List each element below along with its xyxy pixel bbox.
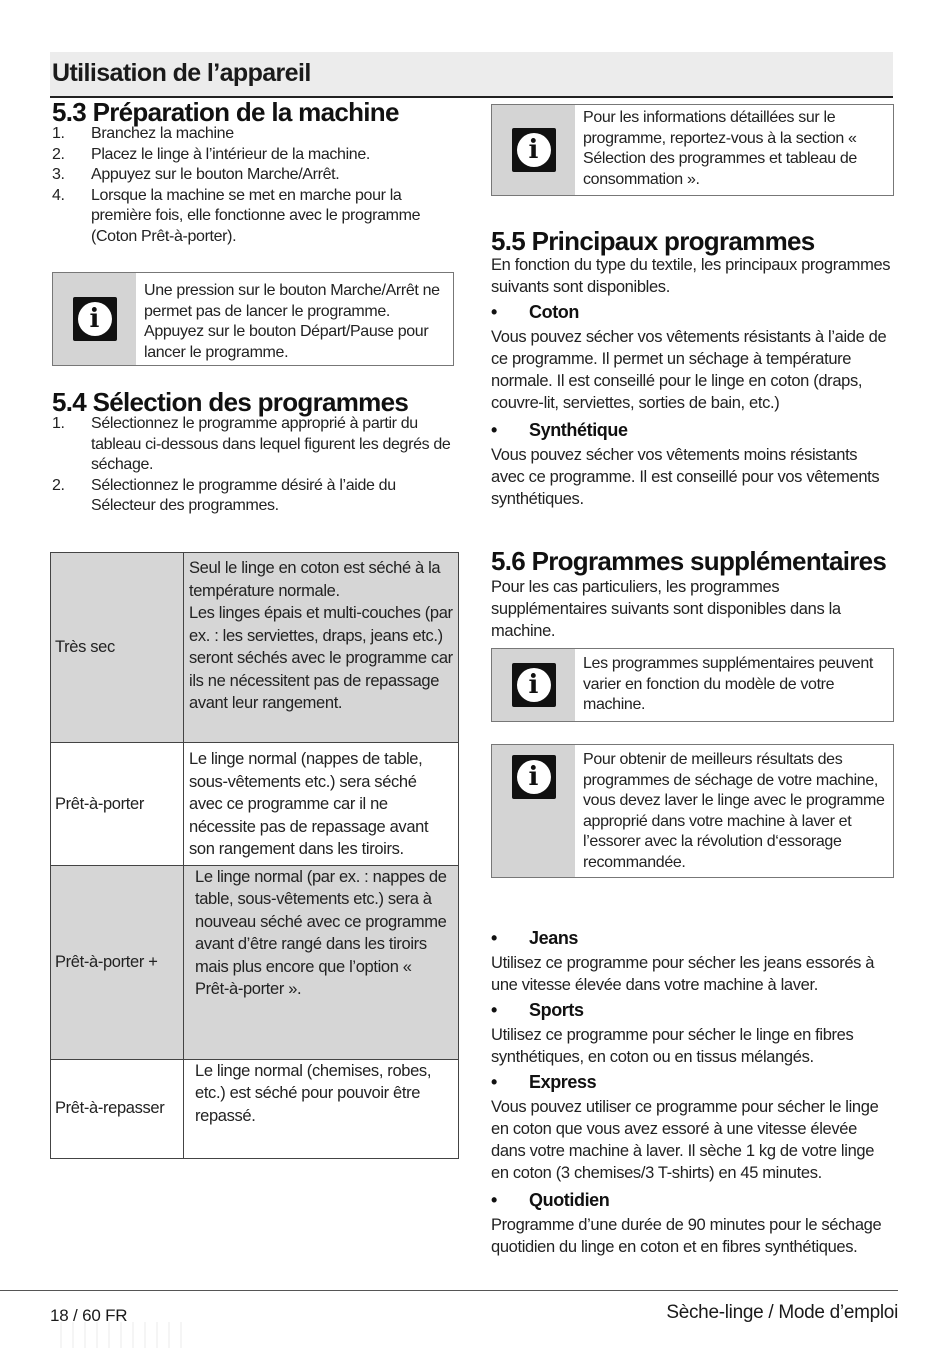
info-icon-glyph: i xyxy=(517,760,551,794)
program-heading-label: Jeans xyxy=(529,928,579,948)
info-icon-glyph: i xyxy=(517,133,551,167)
step-item xyxy=(52,414,457,476)
section-5-3-steps xyxy=(52,124,452,247)
section-5-4-title: 5.4 Sélection des programmes xyxy=(52,387,409,417)
program-text-express: Vous pouvez utiliser ce programme pour sécher le linge en coton que vous avez essoré à une vitesse élevée dans votre machine à laver. Il sèche 1 kg de votre linge en coton (3 chemises/3 T-shirts) en 45 minutes. xyxy=(491,1098,879,1182)
program-description: Le linge normal (chemises, robes, etc.) est séché pour pouvoir être repassé. xyxy=(184,1059,459,1158)
program-text-sports: Utilisez ce programme pour sécher le linge en fibres synthétiques, en coton ou en tissus mélangés. xyxy=(491,1026,854,1066)
program-text-coton: Vous pouvez sécher vos vêtements résistants à l’aide de ce programme. Il permet un séchage à température normale. Il est conseillé pour le linge en coton (draps, couvre-lit, serviettes, sorties de bain, etc.) xyxy=(491,328,887,412)
info-icon-cell xyxy=(492,105,575,195)
program-text-synthetique: Vous pouvez sécher vos vêtements moins résistants avec ce programme. Il est conseillé pour vos vêtements synthétiques. xyxy=(491,446,880,508)
program-heading-sports xyxy=(491,1000,691,1024)
section-5-4-steps xyxy=(52,414,457,517)
program-heading-label: Quotidien xyxy=(529,1190,610,1210)
info-box-best-results xyxy=(491,744,894,878)
program-heading-label: Coton xyxy=(529,302,579,322)
program-description: Seul le linge en coton est séché à la température normale. Les linges épais et multi-couches (par ex. : les serviettes, draps, jeans etc.) seront séchés avec le programme car ils ne nécessitent pas de repassage avant leur rangement. xyxy=(184,553,459,743)
program-text-jeans: Utilisez ce programme pour sécher les jeans essorés à une vitesse élevée dans votre machine à laver. xyxy=(491,954,875,994)
step-number: 4. xyxy=(52,186,65,204)
section-5-3-title: 5.3 Préparation de la machine xyxy=(52,97,399,127)
program-name: Prêt-à-porter xyxy=(51,743,184,866)
program-heading-express xyxy=(491,1072,691,1096)
step-text: Lorsque la machine se met en marche pour la première fois, elle fonctionne avec le programme (Coton Prêt-à-porter). xyxy=(91,186,421,245)
table-row xyxy=(51,743,459,866)
page-header-title: Utilisation de l’appareil xyxy=(52,59,311,87)
step-text: Sélectionnez le programme approprié à partir du tableau ci-dessous dans lequel figurent les degrés de séchage. xyxy=(91,415,451,473)
bullet-icon: • xyxy=(491,1072,497,1092)
table-row xyxy=(51,1059,459,1158)
info-text: Une pression sur le bouton Marche/Arrêt ne permet pas de lancer le programme. Appuyez sur le bouton Départ/Pause pour lancer le programme. xyxy=(144,282,440,361)
step-item xyxy=(52,186,452,248)
table-row xyxy=(51,553,459,743)
program-heading-synthetique xyxy=(491,420,691,444)
step-number: 1. xyxy=(52,125,65,142)
program-heading-coton xyxy=(491,302,691,326)
program-heading-label: Sports xyxy=(529,1000,584,1020)
step-text: Appuyez sur le bouton Marche/Arrêt. xyxy=(91,166,340,183)
program-description: Le linge normal (nappes de table, sous-vêtements etc.) sera séché avec ce programme car il ne nécessite pas de repassage avant son rangement dans les tiroirs. xyxy=(184,743,459,866)
program-name: Prêt-à-porter + xyxy=(51,865,184,1059)
program-heading-jeans xyxy=(491,928,691,952)
drying-levels-table xyxy=(50,552,459,1159)
step-item xyxy=(52,165,452,186)
footer-divider xyxy=(0,1290,898,1291)
info-icon xyxy=(512,755,556,799)
info-text: Pour les informations détaillées sur le programme, reportez-vous à la section « Sélection des programmes et tableau de consommation ». xyxy=(583,109,857,188)
step-item xyxy=(52,476,457,517)
bullet-icon: • xyxy=(491,928,497,948)
program-description: Le linge normal (par ex. : nappes de table, sous-vêtements etc.) sera à nouveau séché avec ce programme avant d’être rangé dans les tiroirs mais plus encore que l’option « Prêt-à-porter ». xyxy=(184,865,459,1059)
program-heading-label: Synthétique xyxy=(529,420,628,440)
bullet-icon: • xyxy=(491,420,497,440)
step-number: 3. xyxy=(52,166,65,183)
bullet-icon: • xyxy=(491,1000,497,1020)
step-text: Sélectionnez le programme désiré à l’aide du Sélecteur des programmes. xyxy=(91,476,396,514)
step-number: 2. xyxy=(52,476,65,494)
info-icon xyxy=(73,297,117,341)
info-box-start-button xyxy=(52,272,454,366)
step-item xyxy=(52,124,452,145)
step-number: 1. xyxy=(52,415,65,432)
bullet-icon: • xyxy=(491,302,497,322)
info-box-program-details xyxy=(491,104,894,196)
step-item xyxy=(52,145,452,166)
program-name: Prêt-à-repasser xyxy=(51,1059,184,1158)
step-text: Placez le linge à l’intérieur de la machine. xyxy=(91,145,370,163)
program-text-quotidien: Programme d’une durée de 90 minutes pour le séchage quotidien du linge en coton et en fibres synthétiques. xyxy=(491,1216,882,1256)
info-icon-glyph: i xyxy=(517,668,551,702)
page-number: 18 / 60 FR xyxy=(50,1306,128,1325)
info-icon xyxy=(512,128,556,172)
program-name: Très sec xyxy=(51,553,184,743)
info-icon-cell xyxy=(53,273,136,365)
step-text: Branchez la machine xyxy=(91,125,234,142)
section-5-5-title: 5.5 Principaux programmes xyxy=(491,226,815,256)
section-5-6-intro: Pour les cas particuliers, les programmes supplémentaires suivants sont disponibles dans la machine. xyxy=(491,578,841,640)
info-icon-glyph: i xyxy=(78,302,112,336)
document-title: Sèche-linge / Mode d’emploi xyxy=(666,1302,898,1323)
info-text: Pour obtenir de meilleurs résultats des programmes de séchage de votre machine, vous devez laver le linge avec le programme approprié dans votre machine à laver et l’essorer avec la révolution d‘essorage recommandée. xyxy=(583,751,885,871)
info-icon-cell xyxy=(492,745,575,877)
info-icon xyxy=(512,663,556,707)
step-number: 2. xyxy=(52,145,65,163)
info-box-model-variation xyxy=(491,648,894,722)
section-5-6-title: 5.6 Programmes supplémentaires xyxy=(491,546,887,576)
program-heading-label: Express xyxy=(529,1072,597,1092)
table-row xyxy=(51,865,459,1059)
info-text: Les programmes supplémentaires peuvent varier en fonction du modèle de votre machine. xyxy=(583,655,873,713)
section-5-5-intro: En fonction du type du textile, les principaux programmes suivants sont disponibles. xyxy=(491,256,891,296)
bullet-icon: • xyxy=(491,1190,497,1210)
program-heading-quotidien xyxy=(491,1190,691,1214)
info-icon-cell xyxy=(492,649,575,721)
